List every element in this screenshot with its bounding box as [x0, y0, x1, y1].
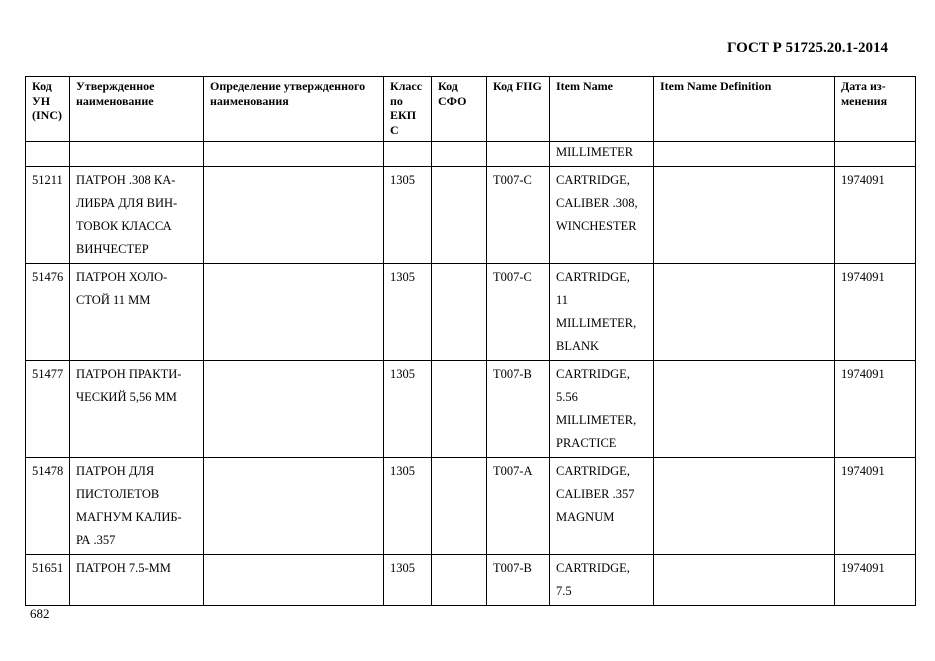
col-header-approved-name: Утвержденное наименование: [70, 77, 204, 142]
cell-fiig: T007-C: [487, 264, 550, 361]
table-row: [26, 361, 916, 458]
cell-sfo: [432, 142, 487, 167]
cell-inc: 51211: [26, 167, 70, 264]
cell-inc: 51651: [26, 555, 70, 606]
cell-item-name-definition: [654, 264, 835, 361]
cell-approved-name: ПАТРОН .308 КА- ЛИБРА ДЛЯ ВИН- ТОВОК КЛАССА ВИНЧЕСТЕР: [70, 167, 204, 264]
cell-change-date: 1974091: [835, 555, 916, 606]
cell-name-definition: [204, 167, 384, 264]
cell-sfo: [432, 167, 487, 264]
page-number: 682: [30, 606, 50, 621]
col-header-class: Класс по ЕКП С: [384, 77, 432, 142]
cell-item-name: CARTRIDGE, 5.56 MILLIMETER, PRACTICE: [550, 361, 654, 458]
cell-name-definition: [204, 264, 384, 361]
col-header-inc: Код УН (INC): [26, 77, 70, 142]
cell-class: 1305: [384, 264, 432, 361]
cell-item-name-definition: [654, 142, 835, 167]
cell-inc: [26, 142, 70, 167]
cell-name-definition: [204, 361, 384, 458]
specification-table: [25, 76, 916, 606]
table-row: [26, 142, 916, 167]
col-header-item-name: Item Name: [550, 77, 654, 142]
cell-item-name-definition: [654, 458, 835, 555]
cell-approved-name: ПАТРОН ПРАКТИ- ЧЕСКИЙ 5,56 ММ: [70, 361, 204, 458]
cell-inc: 51478: [26, 458, 70, 555]
cell-item-name: CARTRIDGE, CALIBER .357 MAGNUM: [550, 458, 654, 555]
cell-class: 1305: [384, 555, 432, 606]
cell-item-name: MILLIMETER: [550, 142, 654, 167]
cell-sfo: [432, 555, 487, 606]
cell-sfo: [432, 264, 487, 361]
document-header: ГОСТ Р 51725.20.1-2014: [726, 40, 888, 56]
cell-change-date: 1974091: [835, 361, 916, 458]
cell-sfo: [432, 458, 487, 555]
cell-inc: 51477: [26, 361, 70, 458]
cell-sfo: [432, 361, 487, 458]
cell-change-date: [835, 142, 916, 167]
cell-class: 1305: [384, 458, 432, 555]
cell-fiig: T007-B: [487, 555, 550, 606]
cell-change-date: 1974091: [835, 458, 916, 555]
table-row: [26, 458, 916, 555]
col-header-change-date: Дата из- менения: [835, 77, 916, 142]
cell-name-definition: [204, 142, 384, 167]
col-header-item-name-definition: Item Name Definition: [654, 77, 835, 142]
cell-class: 1305: [384, 361, 432, 458]
col-header-fiig: Код FIIG: [487, 77, 550, 142]
table-row: [26, 555, 916, 606]
cell-item-name-definition: [654, 167, 835, 264]
cell-approved-name: [70, 142, 204, 167]
cell-fiig: T007-A: [487, 458, 550, 555]
col-header-sfo: Код СФО: [432, 77, 487, 142]
table-row: [26, 167, 916, 264]
table-header-row: [26, 77, 916, 142]
table-row: [26, 264, 916, 361]
cell-change-date: 1974091: [835, 264, 916, 361]
cell-fiig: T007-C: [487, 167, 550, 264]
cell-item-name: CARTRIDGE, CALIBER .308, WINCHESTER: [550, 167, 654, 264]
cell-approved-name: ПАТРОН 7.5-ММ: [70, 555, 204, 606]
cell-class: 1305: [384, 167, 432, 264]
cell-approved-name: ПАТРОН ХОЛО- СТОЙ 11 ММ: [70, 264, 204, 361]
cell-item-name: CARTRIDGE, 7.5: [550, 555, 654, 606]
cell-class: [384, 142, 432, 167]
cell-fiig: [487, 142, 550, 167]
cell-item-name-definition: [654, 555, 835, 606]
cell-fiig: T007-B: [487, 361, 550, 458]
col-header-name-definition: Определение утвержденного наименования: [204, 77, 384, 142]
cell-name-definition: [204, 555, 384, 606]
cell-approved-name: ПАТРОН ДЛЯ ПИСТОЛЕТОВ МАГНУМ КАЛИБ- РА .357: [70, 458, 204, 555]
cell-name-definition: [204, 458, 384, 555]
cell-item-name: CARTRIDGE, 11 MILLIMETER, BLANK: [550, 264, 654, 361]
cell-change-date: 1974091: [835, 167, 916, 264]
cell-inc: 51476: [26, 264, 70, 361]
cell-item-name-definition: [654, 361, 835, 458]
